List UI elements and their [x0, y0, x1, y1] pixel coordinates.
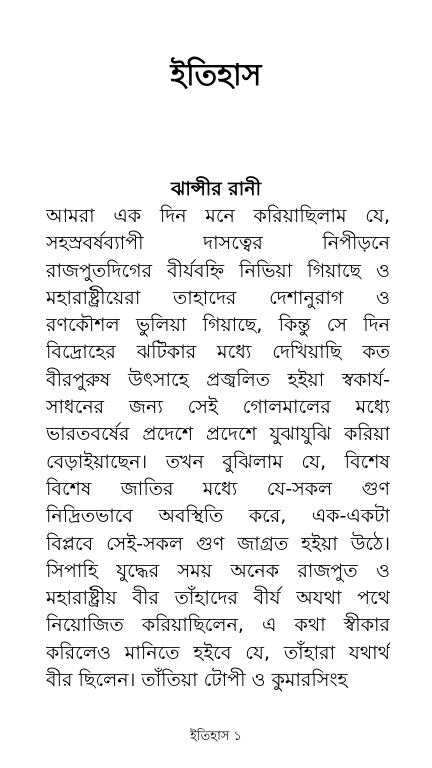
text-line: রাজপুতদিগের বীর্যবহ্নি নিভিয়া গিয়াছে ও: [46, 259, 390, 282]
page-footer: ইতিহাস ১: [190, 729, 242, 744]
chapter-title: ঝান্সীর রানী: [170, 178, 262, 200]
text-line: বীর ছিলেন। তাঁতিয়া টোপী ও কুমারসিংহ: [46, 669, 348, 692]
text-line: নিয়োজিত করিয়াছিলেন, এ কথা স্বীকার: [46, 614, 390, 637]
text-line: মহারাষ্ট্রীয় বীর তাঁহাদের বীর্য অযথা পথে: [46, 587, 390, 610]
text-line: সিপাহি যুদ্ধের সময় অনেক রাজপুত ও: [46, 559, 390, 582]
text-line: বিশেষ জাতির মধ্যে যে-সকল গুণ: [46, 477, 390, 500]
text-line: বিপ্লবে সেই-সকল গুণ জাগ্রত হইয়া উঠে।: [46, 532, 390, 555]
text-line: নিদ্রিতভাবে অবস্থিতি করে, এক-একটা: [46, 505, 390, 528]
text-line: ভারতবর্ষের প্রদেশে প্রদেশে যুঝাযুঝি করিয়া: [46, 423, 390, 446]
body-paragraph: [46, 203, 390, 694]
text-line: সহস্রবর্ষব্যাপী দাসত্বের নিপীড়নে: [46, 232, 390, 255]
text-line: বিদ্রোহের ঝটিকার মধ্যে দেখিয়াছি কত: [46, 341, 390, 364]
text-line: আমরা এক দিন মনে করিয়াছিলাম যে,: [46, 205, 390, 227]
text-line: বেড়াইয়াছেন। তখন বুঝিলাম যে, বিশেষ: [46, 450, 390, 473]
text-line: মহারাষ্ট্রীয়েরা তাহাদের দেশানুরাগ ও: [46, 286, 390, 309]
book-title: ইতিহাস: [170, 58, 262, 93]
text-line: সাধনের জন্য সেই গোলমালের মধ্যে: [46, 396, 390, 419]
text-line: বীরপুরুষ উৎসাহে প্রজ্বলিত হইয়া স্বকার্য-: [46, 368, 390, 391]
text-line: করিলেও মানিতে হইবে যে, তাঁহারা যথার্থ: [46, 641, 390, 664]
text-line: রণকৌশল ভুলিয়া গিয়াছে, কিন্তু সে দিন: [46, 314, 390, 337]
